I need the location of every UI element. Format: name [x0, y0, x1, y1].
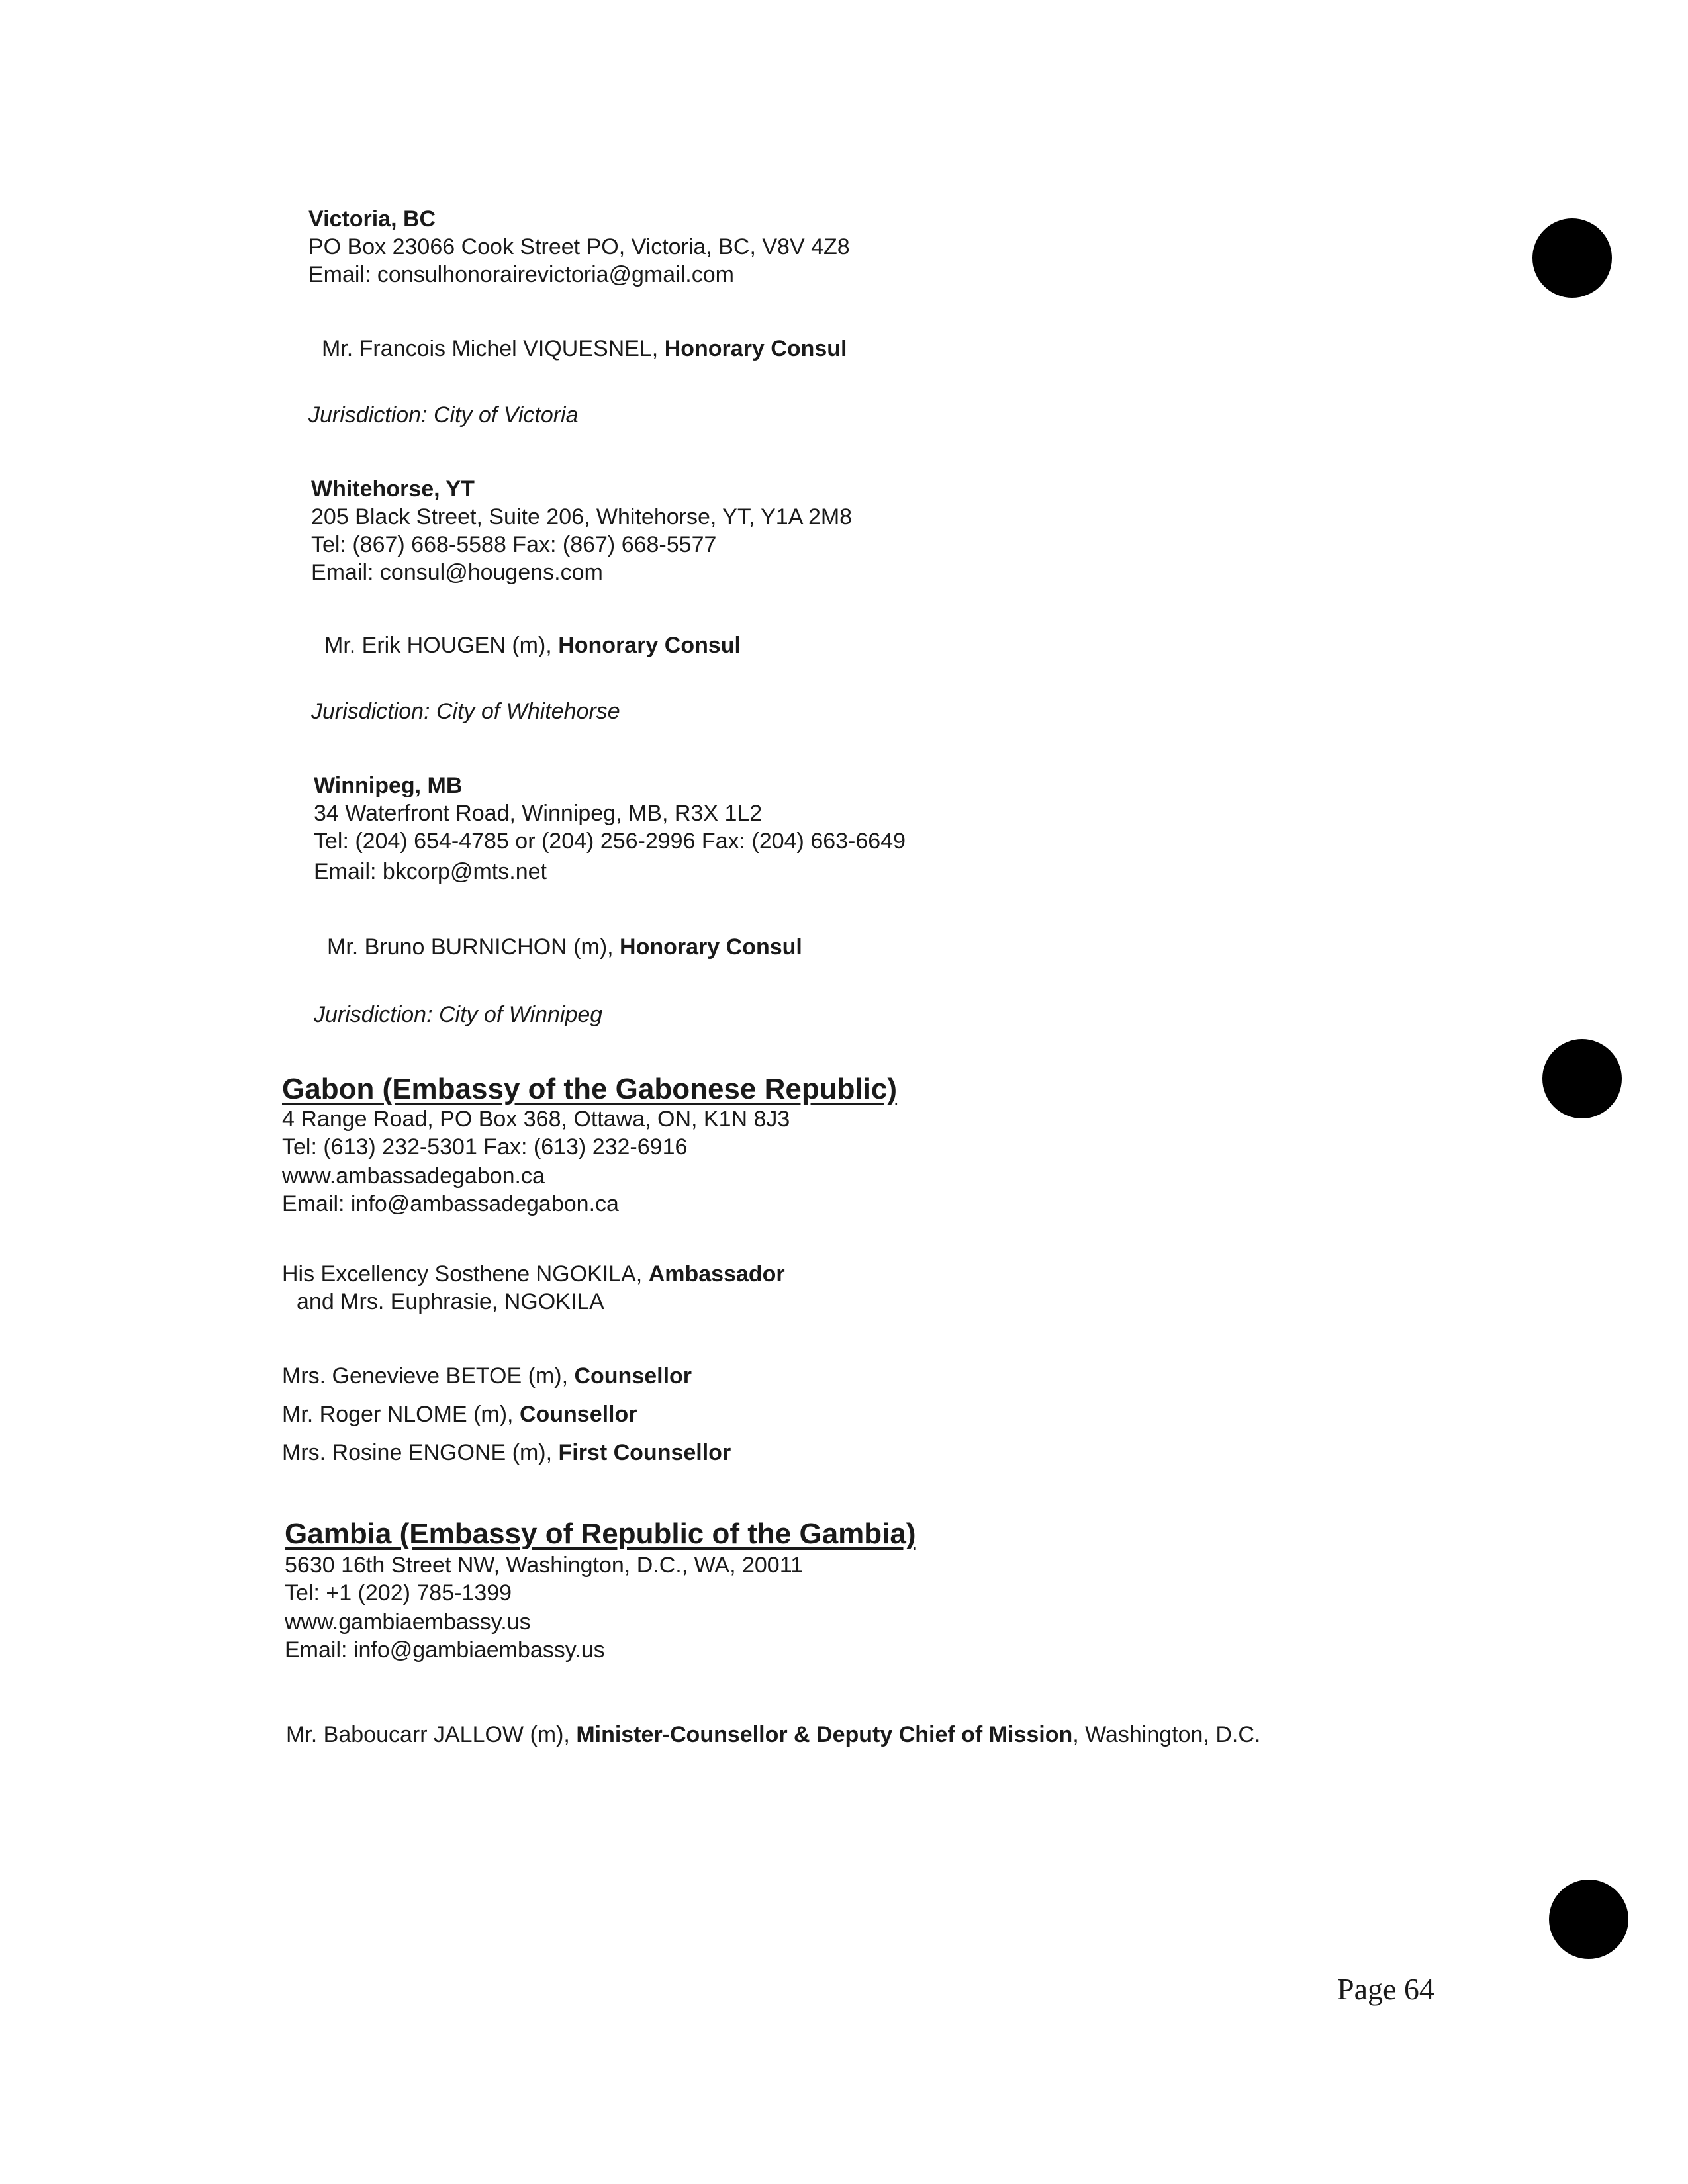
- victoria-email: Email: consulhonorairevictoria@gmail.com: [308, 262, 734, 287]
- winnipeg-consul-title: Honorary Consul: [620, 934, 802, 960]
- gabon-ambassador-title: Ambassador: [648, 1261, 785, 1287]
- gabon-ambassador-name: His Excellency Sosthene NGOKILA,: [282, 1261, 649, 1287]
- victoria-consul-name: Mr. Francois Michel VIQUESNEL,: [322, 336, 665, 361]
- winnipeg-email: Email: bkcorp@mts.net: [314, 859, 547, 884]
- whitehorse-consul-name: Mr. Erik HOUGEN (m),: [324, 633, 559, 658]
- whitehorse-tel: Tel: (867) 668-5588 Fax: (867) 668-5577: [311, 532, 717, 557]
- victoria-jurisdiction: Jurisdiction: City of Victoria: [308, 402, 579, 428]
- victoria-consul-title: Honorary Consul: [664, 336, 847, 361]
- gabon-staff-1-title: Counsellor: [574, 1363, 692, 1388]
- whitehorse-city: Whitehorse, YT: [311, 477, 475, 502]
- gabon-ambassador: [282, 1260, 785, 1288]
- page-number: Page 64: [1337, 1972, 1434, 2006]
- gambia-website: www.gambiaembassy.us: [285, 1610, 531, 1635]
- gabon-staff-2-name: Mr. Roger NLOME (m),: [282, 1402, 520, 1427]
- punch-hole-top: [1532, 218, 1612, 298]
- gabon-staff-3-title: First Counsellor: [558, 1440, 731, 1465]
- whitehorse-address: 205 Black Street, Suite 206, Whitehorse, YT, Y1A 2M8: [311, 504, 853, 529]
- gambia-address: 5630 16th Street NW, Washington, D.C., WA, 20011: [285, 1553, 804, 1578]
- gabon-staff-1-name: Mrs. Genevieve BETOE (m),: [282, 1363, 575, 1388]
- gabon-email: Email: info@ambassadegabon.ca: [282, 1191, 619, 1216]
- gambia-email: Email: info@gambiaembassy.us: [285, 1637, 605, 1662]
- gambia-tel: Tel: +1 (202) 785-1399: [285, 1580, 512, 1606]
- punch-hole-middle: [1542, 1039, 1622, 1118]
- winnipeg-jurisdiction: Jurisdiction: City of Winnipeg: [314, 1002, 603, 1027]
- gabon-staff-3-name: Mrs. Rosine ENGONE (m),: [282, 1440, 559, 1465]
- gabon-staff-1: [282, 1362, 692, 1390]
- punch-hole-bottom: [1549, 1880, 1628, 1959]
- whitehorse-consul-title: Honorary Consul: [558, 633, 741, 658]
- gambia-staff: [286, 1721, 1260, 1749]
- gabon-heading: Gabon (Embassy of the Gabonese Republic): [282, 1073, 898, 1105]
- gabon-staff-2: [282, 1400, 637, 1428]
- gabon-ambassador-spouse: and Mrs. Euphrasie, NGOKILA: [297, 1289, 604, 1314]
- gabon-staff-3: [282, 1439, 731, 1467]
- winnipeg-consul: [327, 933, 802, 961]
- whitehorse-consul: [324, 631, 741, 659]
- gambia-staff-name: Mr. Baboucarr JALLOW (m),: [286, 1722, 577, 1747]
- gabon-staff-2-title: Counsellor: [519, 1402, 637, 1427]
- winnipeg-address: 34 Waterfront Road, Winnipeg, MB, R3X 1L2: [314, 801, 763, 826]
- victoria-city: Victoria, BC: [308, 206, 436, 232]
- winnipeg-consul-name: Mr. Bruno BURNICHON (m),: [327, 934, 620, 960]
- winnipeg-tel: Tel: (204) 654-4785 or (204) 256-2996 Fax: (204) 663-6649: [314, 829, 906, 854]
- winnipeg-city: Winnipeg, MB: [314, 773, 463, 798]
- whitehorse-email: Email: consul@hougens.com: [311, 560, 603, 585]
- gambia-staff-location: , Washington, D.C.: [1072, 1722, 1261, 1747]
- whitehorse-jurisdiction: Jurisdiction: City of Whitehorse: [311, 699, 620, 724]
- gambia-staff-title: Minister-Counsellor & Deputy Chief of Mission: [576, 1722, 1073, 1747]
- gabon-tel: Tel: (613) 232-5301 Fax: (613) 232-6916: [282, 1134, 688, 1160]
- gambia-heading: Gambia (Embassy of Republic of the Gambia): [285, 1518, 916, 1550]
- gabon-address: 4 Range Road, PO Box 368, Ottawa, ON, K1N 8J3: [282, 1107, 790, 1132]
- victoria-address: PO Box 23066 Cook Street PO, Victoria, BC, V8V 4Z8: [308, 234, 850, 259]
- gabon-website: www.ambassadegabon.ca: [282, 1163, 545, 1189]
- victoria-consul: [322, 335, 847, 363]
